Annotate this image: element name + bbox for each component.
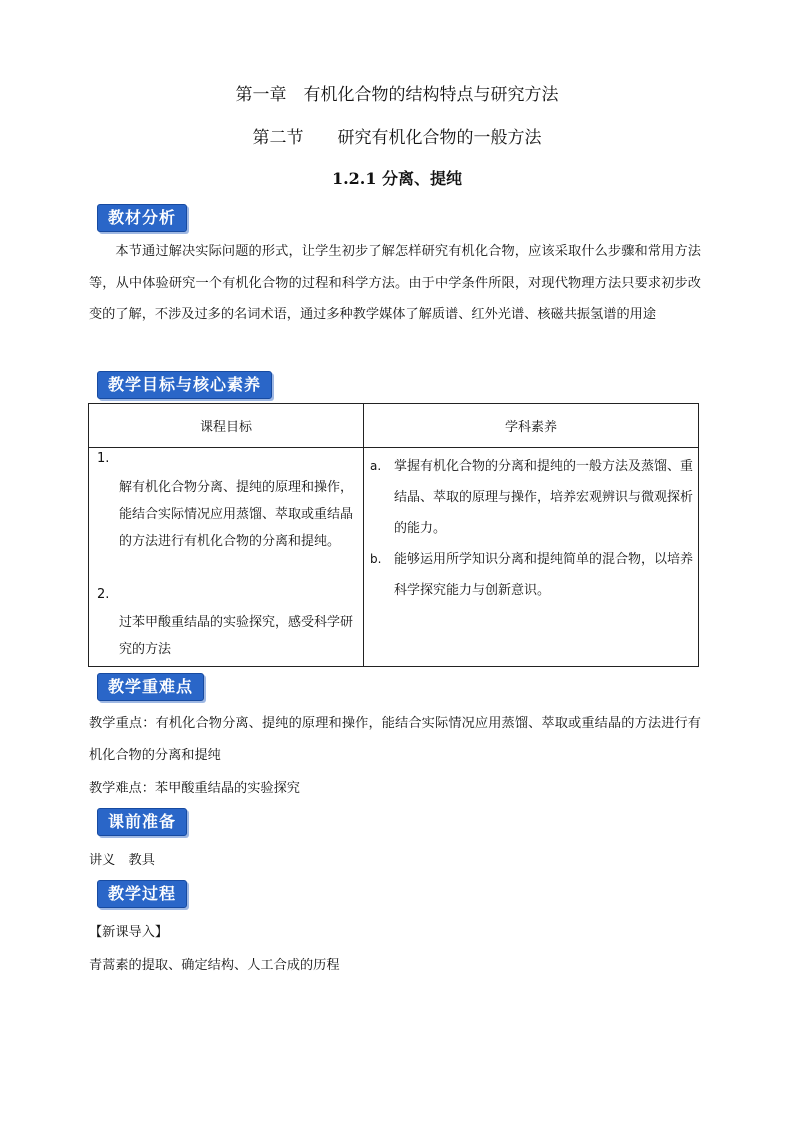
literacy-item-marker: b. [370, 552, 382, 566]
key-point-text: 教学重点：有机化合物分离、提纯的原理和操作，能结合实际情况应用蒸馏、萃取或重结晶的方法进行有机化合物的分离和提纯 [89, 716, 701, 763]
intro-text: 青蒿素的提取、确定结构、人工合成的历程 [89, 958, 340, 973]
literacy-item-marker: a. [370, 459, 382, 473]
intro-label: 【新课导入】 [89, 925, 169, 940]
course-item-text: 解有机化合物分离、提纯的原理和操作，能结合实际情况应用蒸馏、萃取或重结晶的方法进行有机化合物的分离和提纯。 [119, 480, 354, 549]
process-heading-badge: 教学过程 [97, 880, 187, 908]
literacy-item-text: 掌握有机化合物的分离和提纯的一般方法及蒸馏、重结晶、萃取的原理与操作，培养宏观辨识与微观探析的能力。 [394, 459, 694, 536]
course-item-number: 1. [97, 451, 110, 466]
course-item-number: 2. [97, 587, 110, 602]
prep-items-text: 讲义 教具 [89, 853, 155, 868]
chapter-title: 第一章 有机化合物的结构特点与研究方法 [235, 85, 559, 105]
lesson-title: 1.2.1 分离、提纯 [331, 169, 463, 188]
section-title: 第二节 研究有机化合物的一般方法 [252, 128, 542, 148]
objectives-table [88, 403, 699, 667]
literacy-header: 学科素养 [364, 404, 699, 448]
literacy-cell [364, 448, 699, 667]
keypoints-heading-badge: 教学重难点 [97, 673, 204, 701]
objectives-heading-badge: 教学目标与核心素养 [97, 371, 272, 399]
prep-heading-badge: 课前准备 [97, 808, 187, 836]
analysis-heading-badge: 教材分析 [97, 204, 187, 232]
course-goals-cell [89, 448, 364, 667]
course-goals-header: 课程目标 [89, 404, 364, 448]
analysis-paragraph: 本节通过解决实际问题的形式，让学生初步了解怎样研究有机化合物，应该采取什么步骤和常用方法等，从中体验研究一个有机化合物的过程和科学方法。由于中学条件所限，对现代物理方法只要求初步改变的了解，不涉及过多的名词术语，通过多种教学媒体了解质谱、红外光谱、核磁共振氢谱的用途 [89, 244, 701, 322]
difficult-point-text: 教学难点：苯甲酸重结晶的实验探究 [89, 781, 300, 796]
course-item-text: 过苯甲酸重结晶的实验探究，感受科学研究的方法 [119, 615, 354, 657]
literacy-item-text: 能够运用所学知识分离和提纯简单的混合物，以培养科学探究能力与创新意识。 [394, 552, 694, 598]
